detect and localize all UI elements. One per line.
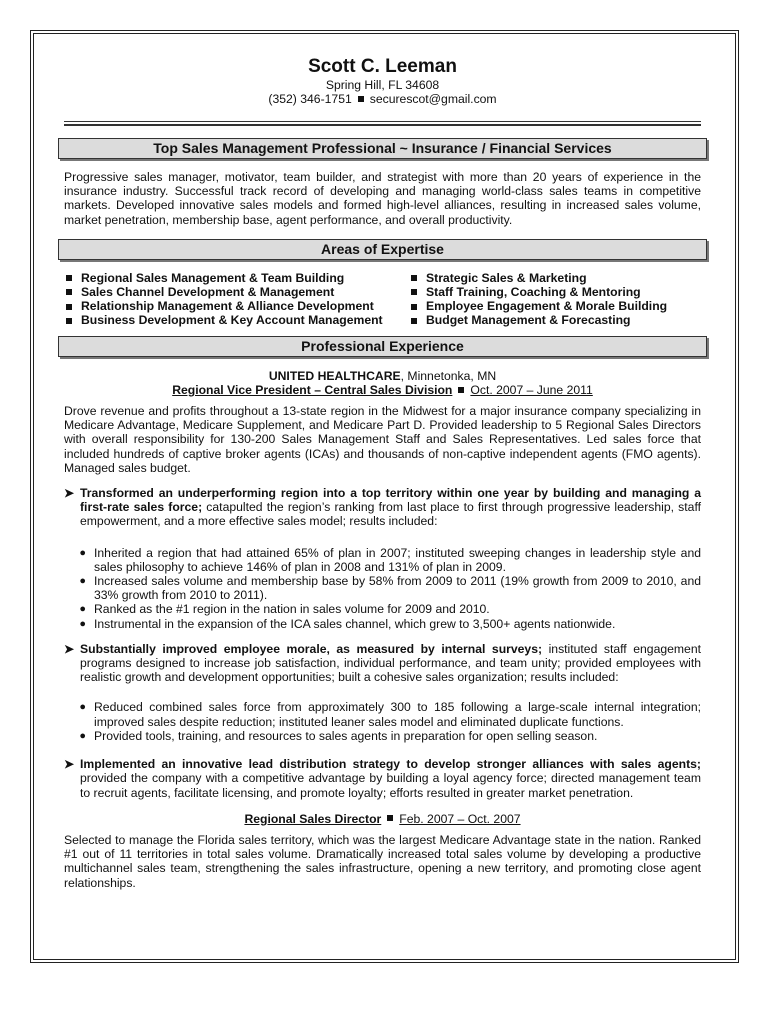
achievement-detail: provided the company with a competitive advantage by building a loyal agency force; directed management team to recruit agents, facilitate licensing, and promote loyalty; efforts resulted in greater market penetration. [80, 771, 701, 800]
expertise-heading: Areas of Expertise [58, 239, 707, 260]
square-bullet-icon [66, 275, 72, 281]
list-item: ● Instrumental in the expansion of the ICA sales channel, which grew to 3,500+ agents nationwide. [64, 617, 701, 631]
contact-line [64, 92, 701, 106]
company-name: UNITED HEALTHCARE [268, 368, 401, 383]
expertise-item: Employee Engagement & Morale Building [409, 299, 701, 313]
experience-heading: Professional Experience [58, 336, 707, 357]
square-bullet-icon [66, 304, 72, 310]
dot-bullet-icon: ● [79, 546, 86, 559]
phone: (352) 346-1751 [268, 92, 352, 106]
resume-header [64, 56, 701, 106]
achievement-lead: Implemented an innovative lead distribution strategy to develop stronger alliances with sales agents; [80, 757, 701, 772]
role1-heading [64, 383, 701, 397]
expertise-column-left [64, 271, 409, 328]
headline-banner: Top Sales Management Professional ~ Insurance / Financial Services [58, 138, 707, 159]
expertise-item: Budget Management & Forecasting [409, 313, 701, 327]
result-list [64, 700, 701, 743]
separator-square-icon [358, 96, 364, 102]
header-rule-thick [64, 124, 701, 126]
role1-dates: Oct. 2007 – June 2011 [470, 382, 593, 397]
list-item: ● Inherited a region that had attained 65% of plan in 2007; instituted sweeping changes in leadership style and sales philosophy to achieve 146% of plan in 2008 and 131% of plan in 2009. [64, 546, 701, 574]
arrow-bullet-icon: ➤ [64, 757, 75, 772]
dot-bullet-icon: ● [79, 603, 86, 616]
expertise-item: Strategic Sales & Marketing [409, 271, 701, 285]
expertise-item: Sales Channel Development & Management [64, 285, 409, 299]
achievement-item [64, 642, 701, 685]
email: securescot@gmail.com [369, 92, 497, 106]
achievement-lead: Transformed an underperforming region into a top territory within one year by building and managing a first-rate sales force; [80, 486, 701, 515]
square-bullet-icon [66, 318, 72, 324]
role2-title: Regional Sales Director [244, 811, 382, 826]
address: Spring Hill, FL 34608 [325, 78, 440, 92]
role2-description: Selected to manage the Florida sales territory, which was the largest Medicare Advantage state in the nation. Ranked #1 out of 11 territories in total sales volume. Dramatically increased total sales volume by developing a productive multichannel sales team, strengthening the sales infrastructure, opening a new territory, and promoting close agent relationships. [64, 832, 701, 890]
expertise-item: Staff Training, Coaching & Mentoring [409, 285, 701, 299]
achievement-item [64, 757, 701, 800]
role1-description: Drove revenue and profits throughout a 13-state region in the Midwest for a major insurance company specializing in Medicare Advantage, Medicare Supplement, and Medicare Part D. Provided leadership to 5 Regional Sales Directors with overall responsibility for 130-200 Sales Management Staff and Sales Representatives. Led sales force that included hundreds of captive broker agents (ICAs) and thousands of non-captive independent agents (FMO agents). Managed sales budget. [64, 404, 701, 475]
header-rule-thin [64, 121, 701, 122]
achievement-lead: Substantially improved employee morale, as measured by internal surveys; [80, 641, 543, 656]
result-list [64, 546, 701, 631]
dot-bullet-icon: ● [79, 701, 86, 714]
list-item: ● Increased sales volume and membership base by 58% from 2009 to 2011 (19% growth from 2009 to 2010, and 33% growth from 2010 to 2011). [64, 574, 701, 602]
square-bullet-icon [411, 318, 417, 324]
achievement-detail: instituted staff engagement programs designed to increase job satisfaction, individual performance, and team unity; provided employees with realistic growth and development opportunities; built a cohesive sales organization; results included: [80, 641, 701, 685]
list-item: ● Provided tools, training, and resources to sales agents in preparation for open selling season. [64, 729, 701, 743]
square-bullet-icon [411, 304, 417, 310]
role2-heading [64, 812, 701, 826]
arrow-bullet-icon: ➤ [64, 486, 75, 501]
expertise-item: Business Development & Key Account Management [64, 313, 409, 327]
expertise-item: Regional Sales Management & Team Building [64, 271, 409, 285]
summary-paragraph: Progressive sales manager, motivator, team builder, and strategist with more than 20 years of experience in the insurance industry. Successful track record of developing and managing world-class sales teams in competitive markets. Developed innovative sales models and formed high-level alliances, resulting in increased sales volume, market penetration, membership base, agent performance, and overall productivity. [64, 170, 701, 227]
list-item: ● Reduced combined sales force from approximately 300 to 185 following a large-scale internal integration; improved sales despite reduction; instituted leaner sales model and eliminated duplicate functions. [64, 700, 701, 728]
list-item: ● Ranked as the #1 region in the nation in sales volume for 2009 and 2010. [64, 602, 701, 616]
role1-title: Regional Vice President – Central Sales Division [172, 382, 453, 397]
achievement-detail: catapulted the region’s ranking from last place to first through progressive leadership, staff empowerment, and a more effective sales model; results included: [80, 500, 701, 529]
company-line [64, 369, 701, 383]
square-bullet-icon [411, 275, 417, 281]
role2-dates: Feb. 2007 – Oct. 2007 [399, 811, 521, 826]
candidate-name: Scott C. Leeman [308, 56, 457, 77]
square-bullet-icon [66, 289, 72, 295]
achievement-item [64, 486, 701, 529]
dot-bullet-icon: ● [79, 575, 86, 588]
expertise-column-right [409, 271, 701, 328]
dot-bullet-icon: ● [79, 617, 86, 630]
resume-content [64, 56, 701, 890]
expertise-list [64, 271, 701, 328]
dot-bullet-icon: ● [79, 729, 86, 742]
square-bullet-icon [411, 289, 417, 295]
company-location: , Minnetonka, MN [400, 368, 497, 383]
separator-square-icon [387, 815, 393, 821]
separator-square-icon [458, 387, 464, 393]
arrow-bullet-icon: ➤ [64, 641, 75, 656]
expertise-item: Relationship Management & Alliance Development [64, 299, 409, 313]
